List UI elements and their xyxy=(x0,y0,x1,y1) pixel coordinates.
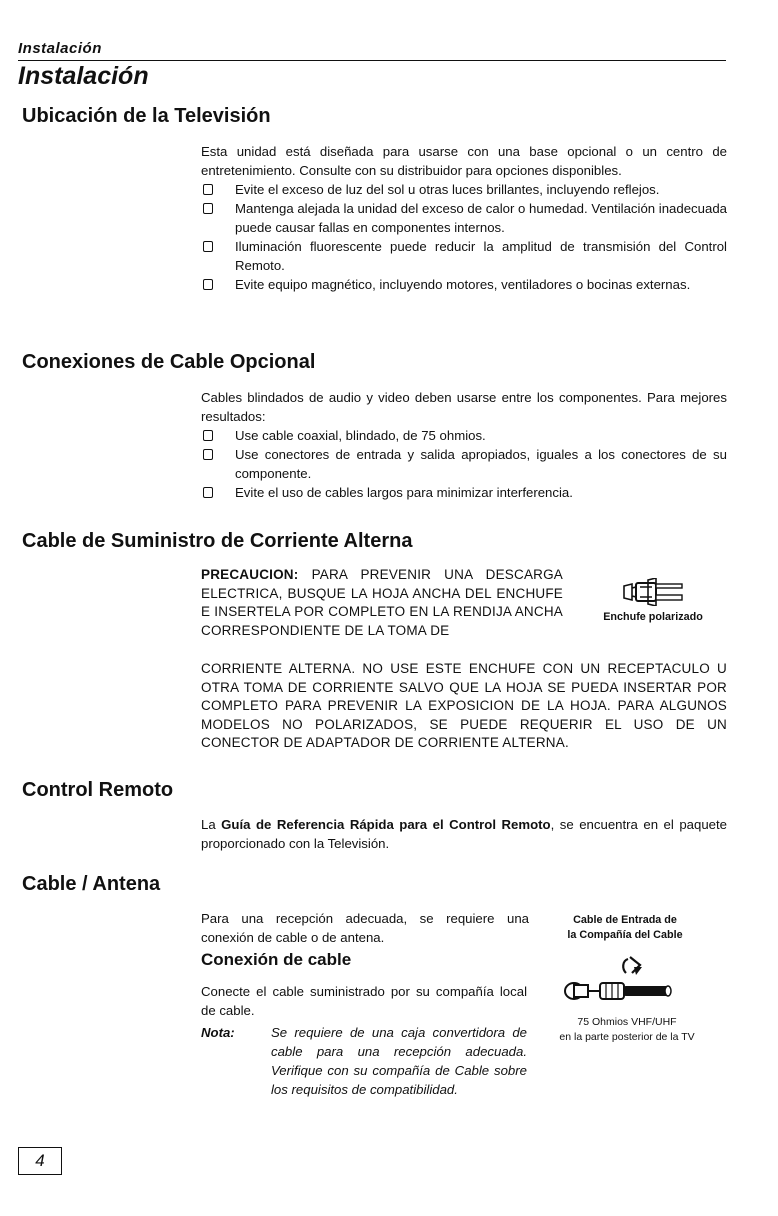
polarized-plug-icon xyxy=(622,578,688,606)
running-header: Instalación xyxy=(18,40,102,57)
list-item: Evite equipo magnético, incluyendo motores, ventiladores o bocinas externas. xyxy=(201,275,727,294)
section-heading-antena: Cable / Antena xyxy=(22,873,161,895)
checkbox-bullet-icon xyxy=(203,203,213,214)
coaxial-cable-connector-icon xyxy=(560,955,690,1005)
checkbox-bullet-icon xyxy=(203,184,213,195)
section-heading-control: Control Remoto xyxy=(22,779,174,801)
list-item: Mantenga alejada la unidad del exceso de calor o humedad. Ventilación inadecuada puede causar fallas en componentes internos. xyxy=(201,199,727,237)
note-label: Nota: xyxy=(201,1025,235,1040)
conexiones-intro: Cables blindados de audio y video deben usarse entre los componentes. Para mejores resultados: xyxy=(201,390,727,424)
header-rule xyxy=(18,60,726,61)
section-conexiones-body xyxy=(201,388,727,502)
section-ubicacion-body xyxy=(201,142,727,294)
ubicacion-bullet-list xyxy=(201,180,727,294)
note-text: Se requiere de una caja convertidora de cable para una recepción adecuada. Verifique con su compañía de Cable sobre los requisitos de compatibilidad. xyxy=(271,1025,527,1097)
cable-connection-text: Conecte el cable suministrado por su compañía local de cable. xyxy=(201,984,527,1018)
list-item: Use cable coaxial, blindado, de 75 ohmios. xyxy=(201,426,727,445)
control-text: La Guía de Referencia Rápida para el Control Remoto, se encuentra en el paquete proporcionado con la Televisión. xyxy=(201,817,727,851)
ubicacion-intro: Esta unidad está diseñada para usarse con una base opcional o un centro de entretenimiento. Consulte con su distribuidor para opciones disponibles. xyxy=(201,144,727,178)
checkbox-bullet-icon xyxy=(203,430,213,441)
list-item: Evite el exceso de luz del sol u otras luces brillantes, incluyendo reflejos. xyxy=(201,180,727,199)
cable-connection-subheading: Conexión de cable xyxy=(201,950,352,969)
page-number-box: 4 xyxy=(18,1147,62,1175)
caution-block-part1 xyxy=(201,566,563,640)
page-title: Instalación xyxy=(18,62,149,90)
section-heading-suministro: Cable de Suministro de Corriente Alterna xyxy=(22,530,413,552)
cable-figure-caption: 75 Ohmios VHF/UHF en la parte posterior de la TV xyxy=(559,1016,695,1043)
checkbox-bullet-icon xyxy=(203,279,213,290)
guide-title: Guía de Referencia Rápida para el Control Remoto xyxy=(221,817,551,832)
checkbox-bullet-icon xyxy=(203,449,213,460)
list-item: Evite el uso de cables largos para minimizar interferencia. xyxy=(201,483,727,502)
conexiones-bullet-list xyxy=(201,426,727,502)
antena-intro: Para una recepción adecuada, se requiere una conexión de cable o de antena. xyxy=(201,911,529,945)
caution-text-1: PARA PREVENIR UNA DESCARGA ELECTRICA, BUSQUE LA HOJA ANCHA DEL ENCHUFE E INSERTELA POR COMPLETO EN LA RENDIJA ANCHA CORRESPONDIENTE DE LA TOMA DE xyxy=(201,567,564,638)
cable-figure-title: Cable de Entrada de la Compañía del Cable xyxy=(567,914,683,941)
list-item: Iluminación fluorescente puede reducir la amplitud de transmisión del Control Remoto. xyxy=(201,237,727,275)
caution-block-part2: CORRIENTE ALTERNA. NO USE ESTE ENCHUFE CON UN RECEPTACULO U OTRA TOMA DE CORRIENTE SALVO QUE LA HOJA SE PUEDA INSERTAR POR COMPLETO PARA PREVENIR LA EXPOSICION DE LA HOJA. PARA ALGUNOS MODELOS NO POLARIZADOS, SE PUEDE REQUERIR EL USO DE UN CONECTOR DE ADAPTADOR DE CORRIENTE ALTERNA. xyxy=(201,661,727,751)
list-item: Use conectores de entrada y salida apropiados, iguales a los conectores de su componente. xyxy=(201,445,727,483)
caution-label: PRECAUCION: xyxy=(201,567,299,582)
section-heading-conexiones: Conexiones de Cable Opcional xyxy=(22,351,316,373)
section-heading-ubicacion: Ubicación de la Televisión xyxy=(22,105,271,127)
plug-caption: Enchufe polarizado xyxy=(603,611,703,623)
checkbox-bullet-icon xyxy=(203,241,213,252)
checkbox-bullet-icon xyxy=(203,487,213,498)
